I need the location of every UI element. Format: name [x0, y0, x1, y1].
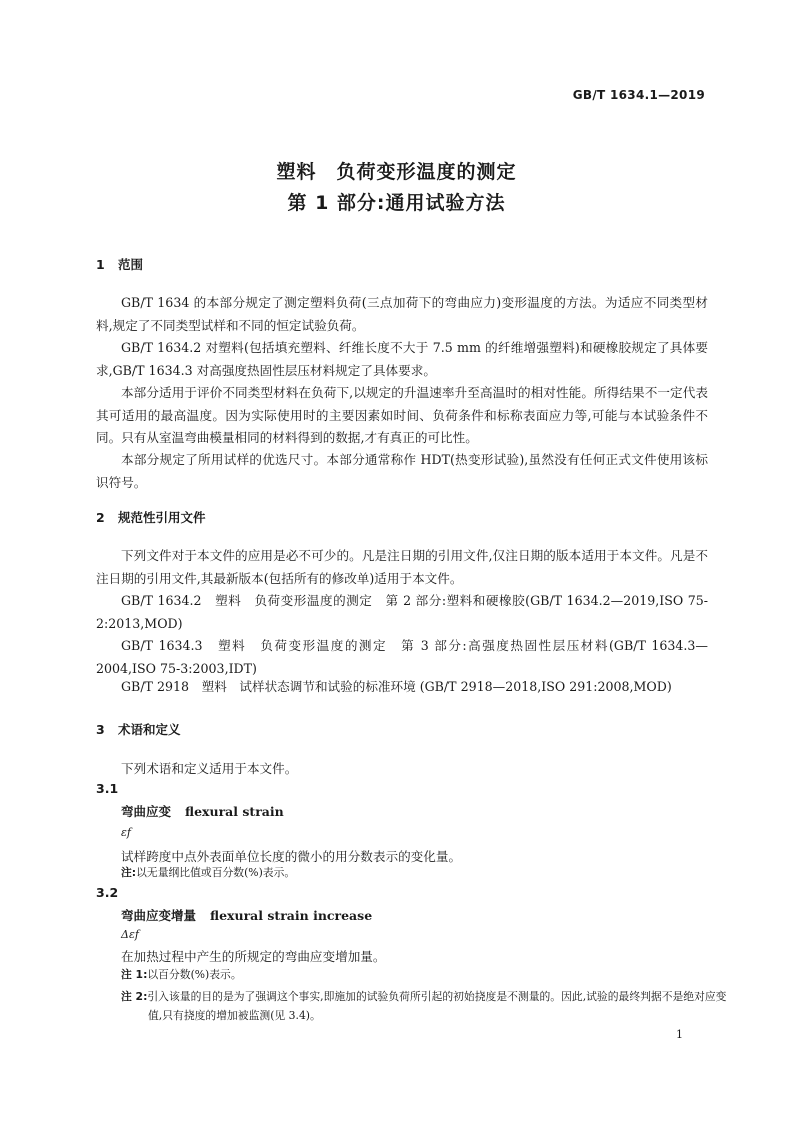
paragraph: GB/T 1634.2 对塑料(包括填充塑料、纤维长度不大于 7.5 mm 的纤维增强塑料)和硬橡胶规定了具体要求,GB/T 1634.3 对高强度热固性层压材料规定了具体要求。: [96, 340, 708, 378]
paragraph: 本部分适用于评价不同类型材料在负荷下,以规定的升温速率升至高温时的相对性能。所得结果不一定代表其可适用的最高温度。因为实际使用时的主要因素如时间、负荷条件和标称表面应力等,可能与本试验条件不同。只有从室温弯曲模量相同的材料得到的数据,才有真正的可比性。: [96, 385, 708, 445]
term-symbol: Δεf: [121, 928, 139, 941]
term-note-2: [121, 987, 736, 1025]
paragraph: GB/T 1634 的本部分规定了测定塑料负荷(三点加荷下的弯曲应力)变形温度的方法。为适应不同类型材料,规定了不同类型试样和不同的恒定试验负荷。: [96, 295, 708, 333]
term-note: [121, 863, 709, 882]
section-title: 规范性引用文件: [118, 510, 206, 525]
clause-number: 3.2: [96, 885, 119, 900]
standard-code: GB/T 1634.1—2019: [572, 88, 705, 102]
paragraph: 下列文件对于本文件的应用是必不可少的。凡是注日期的引用文件,仅注日期的版本适用于本文件。凡是不注日期的引用文件,其最新版本(包括所有的修改单)适用于本文件。: [96, 548, 708, 586]
section-number: 1: [96, 257, 105, 272]
section-2-heading: [96, 508, 206, 526]
section-number: 2: [96, 510, 105, 525]
page-number: 1: [676, 1028, 683, 1041]
paragraph: 本部分规定了所用试样的优选尺寸。本部分通常称作 HDT(热变形试验),虽然没有任何正式文件使用该标识符号。: [96, 452, 708, 490]
section-3-heading: [96, 720, 181, 738]
note-text: 以百分数(%)表示。: [147, 968, 242, 981]
section-1-heading: [96, 255, 143, 273]
clause-number: 3.1: [96, 781, 119, 796]
term-zh: 弯曲应变增量: [121, 908, 197, 923]
title-line-2: 第 1 部分:通用试验方法: [287, 192, 506, 214]
reference-item: GB/T 1634.3 塑料 负荷变形温度的测定 第 3 部分:高强度热固性层压材料(GB/T 1634.3—2004,ISO 75-3:2003,IDT): [96, 638, 708, 676]
term-definition: 试样跨度中点外表面单位长度的微小的用分数表示的变化量。: [121, 849, 462, 864]
term-en: flexural strain increase: [210, 908, 373, 923]
note-text: 以无量纲比值或百分数(%)表示。: [136, 866, 296, 879]
note-label: 注 1:: [121, 968, 148, 981]
term-heading: [121, 802, 284, 820]
note-text: 引入该量的目的是为了强调这个事实,即施加的试验负荷所引起的初始挠度是不测量的。因此,试验的最终判据不是绝对应变值,只有挠度的增加被监测(见 3.4)。: [147, 990, 727, 1022]
term-symbol: εf: [121, 826, 131, 839]
note-label: 注 2:: [121, 990, 148, 1003]
term-definition: 在加热过程中产生的所规定的弯曲应变增加量。: [121, 949, 386, 964]
term-zh: 弯曲应变: [121, 804, 172, 819]
term-heading: [121, 906, 372, 924]
title-line-1: 塑料 负荷变形温度的测定: [276, 161, 517, 183]
section-title: 范围: [118, 257, 144, 272]
section-number: 3: [96, 722, 105, 737]
reference-item: GB/T 2918 塑料 试样状态调节和试验的标准环境 (GB/T 2918—2018,ISO 291:2008,MOD): [121, 679, 672, 694]
term-note-1: [121, 965, 709, 984]
note-label: 注:: [121, 866, 137, 879]
paragraph: 下列术语和定义适用于本文件。: [121, 761, 298, 776]
term-en: flexural strain: [185, 804, 284, 819]
reference-item: GB/T 1634.2 塑料 负荷变形温度的测定 第 2 部分:塑料和硬橡胶(GB/T 1634.2—2019,ISO 75-2:2013,MOD): [96, 593, 708, 631]
section-title: 术语和定义: [118, 722, 181, 737]
